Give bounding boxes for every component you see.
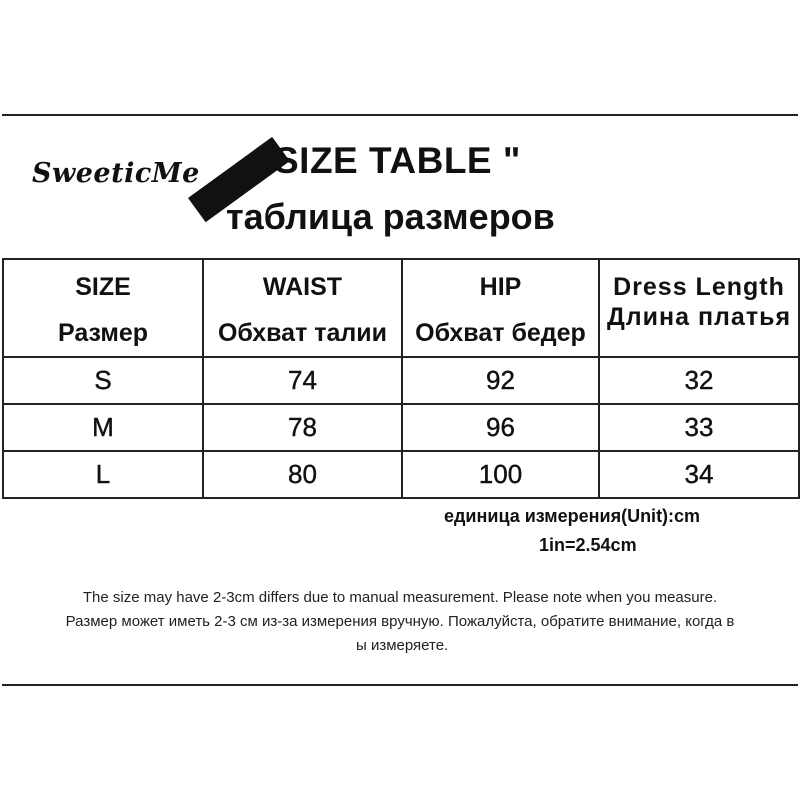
size-table bbox=[2, 258, 800, 499]
cell-waist: 78 bbox=[203, 404, 402, 451]
cell-dress-length: 32 bbox=[599, 357, 799, 404]
cell-size: L bbox=[3, 451, 203, 498]
cell-dress-length: 34 bbox=[599, 451, 799, 498]
unit-note: единица измерения(Unit):cm bbox=[444, 506, 701, 526]
measurement-note-russian-line2: ы измеряете. bbox=[356, 637, 449, 654]
cell-dress-length: 33 bbox=[599, 404, 799, 451]
logo-text: SweeticMe bbox=[32, 158, 200, 189]
table-row bbox=[3, 404, 799, 451]
page-title-russian: таблица размеров bbox=[226, 196, 555, 237]
header-waist: WAIST Обхват талии bbox=[203, 259, 402, 357]
measurement-note-english: The size may have 2-3cm differs due to manual measurement. Please note when you measure. bbox=[82, 589, 718, 606]
brand-logo bbox=[30, 150, 245, 210]
inch-conversion-note: 1in=2.54cm bbox=[539, 535, 637, 555]
header-size: SIZE Размер bbox=[3, 259, 203, 357]
cell-size: M bbox=[3, 404, 203, 451]
table-row bbox=[3, 451, 799, 498]
table-row bbox=[3, 357, 799, 404]
cell-waist: 74 bbox=[203, 357, 402, 404]
cell-size: S bbox=[3, 357, 203, 404]
cell-hip: 100 bbox=[402, 451, 599, 498]
cell-hip: 96 bbox=[402, 404, 599, 451]
header-dress-length: Dress Length Длина платья bbox=[599, 259, 799, 357]
table-header-row bbox=[3, 259, 799, 357]
measurement-note-russian-line1: Размер может иметь 2-3 см из-за измерения вручную. Пожалуйста, обратите внимание, когда в bbox=[65, 613, 735, 630]
header-hip: HIP Обхват бедер bbox=[402, 259, 599, 357]
page-title: SIZE TABLE " bbox=[274, 140, 521, 181]
cell-hip: 92 bbox=[402, 357, 599, 404]
cell-waist: 80 bbox=[203, 451, 402, 498]
